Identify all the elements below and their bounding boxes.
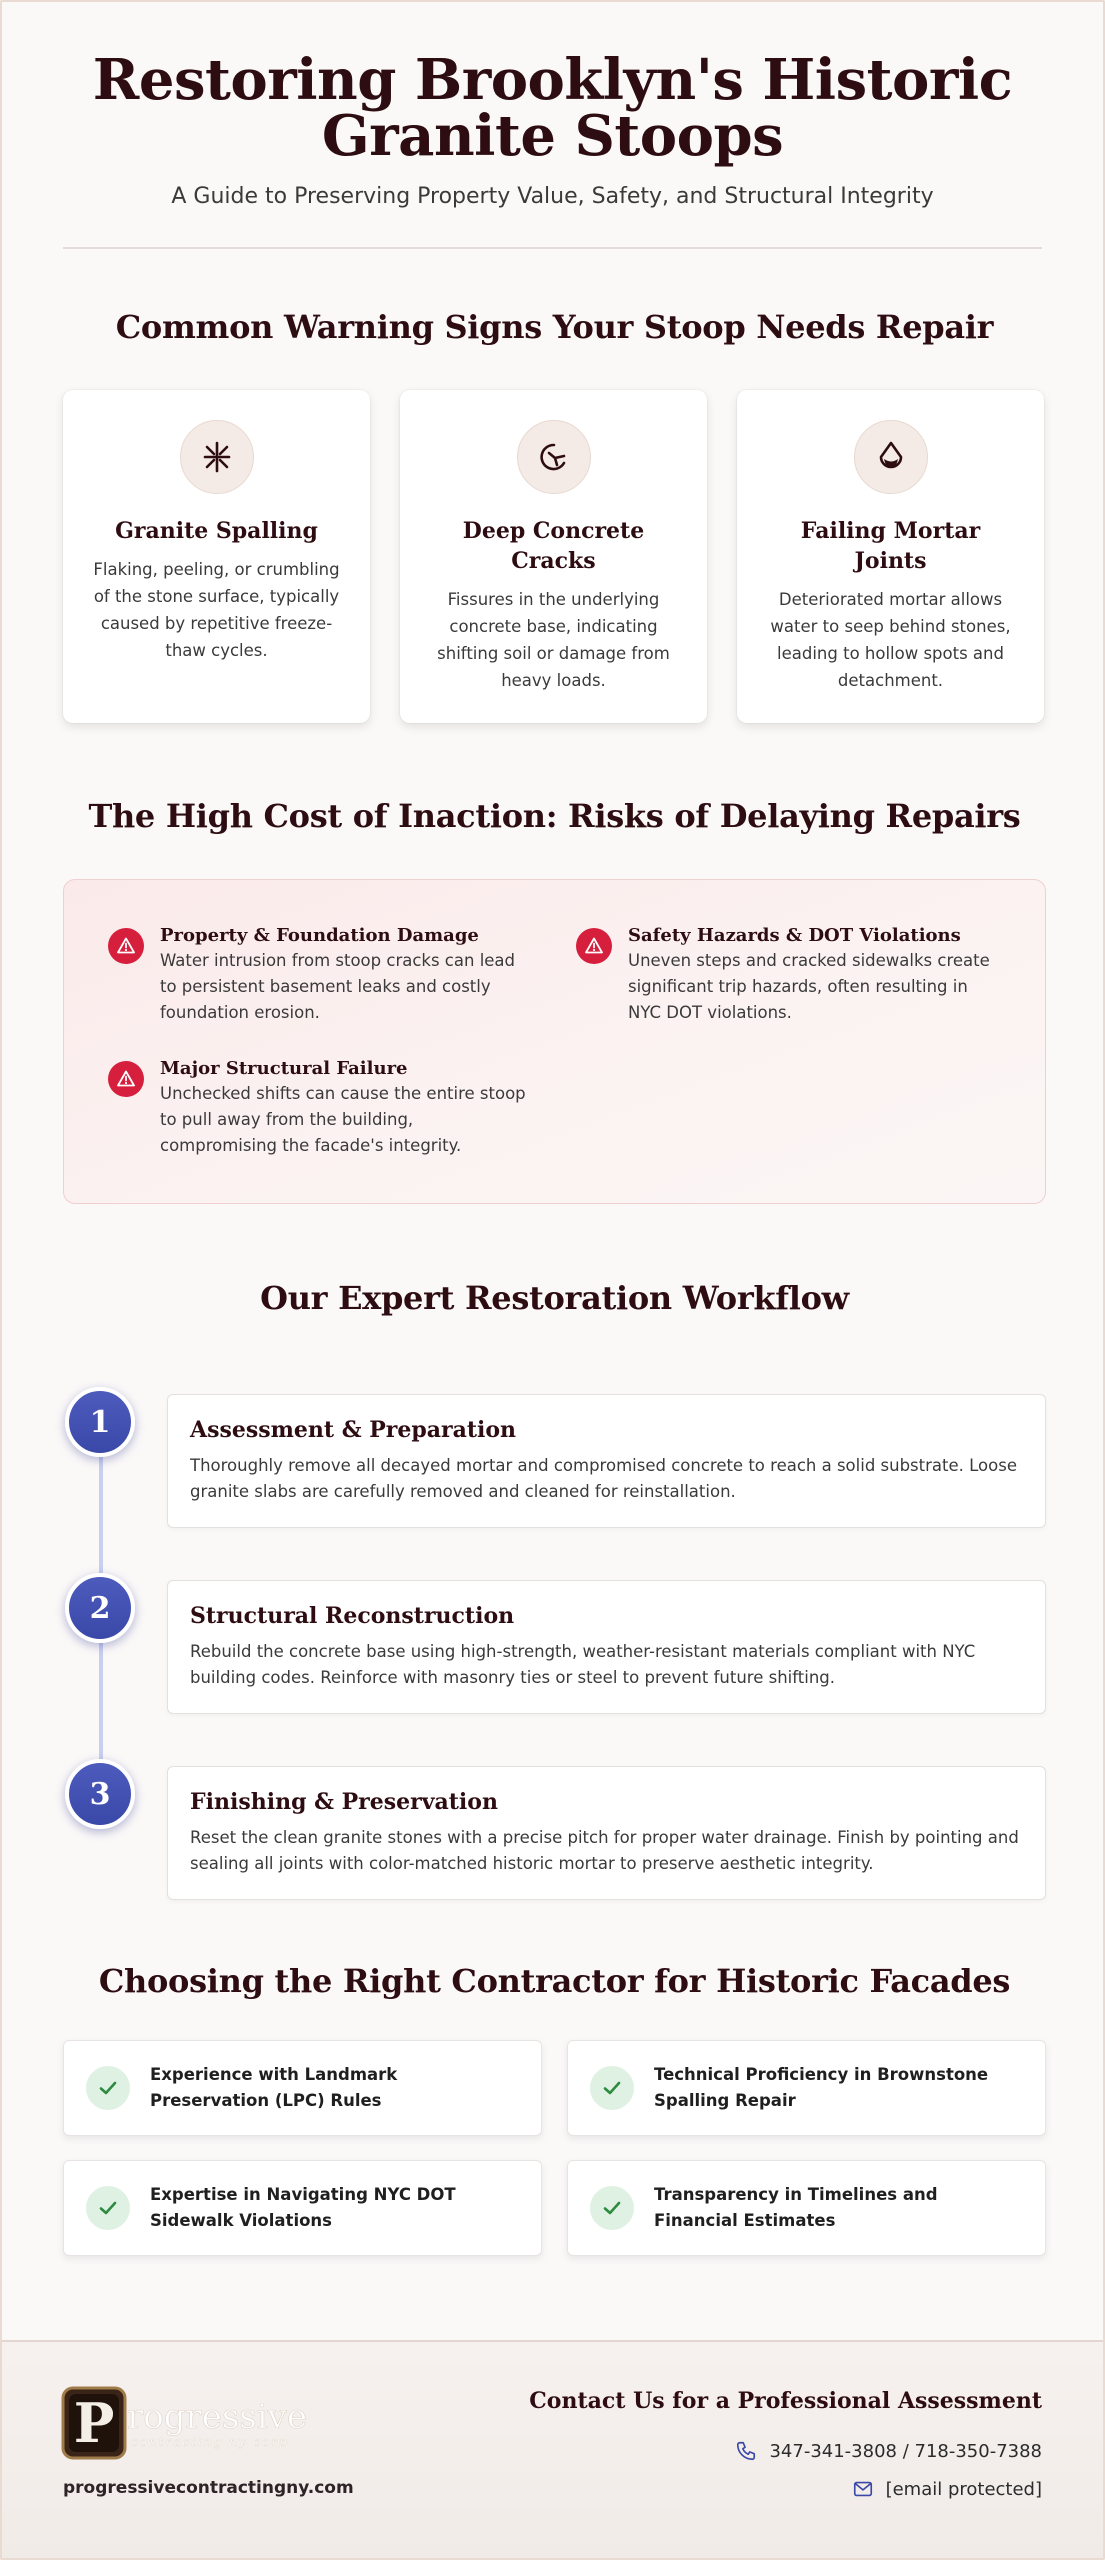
risk-item-safety <box>576 924 996 1026</box>
step-desc: Thoroughly remove all decayed mortar and compromised concrete to reach a solid substrate. Loose granite slabs are carefully removed and cleaned for reinstallation. <box>190 1456 1017 1501</box>
step-number: 2 <box>65 1573 135 1643</box>
criteria-text: Technical Proficiency in Brownstone Spalling Repair <box>654 2065 989 2110</box>
step-number: 1 <box>65 1387 135 1457</box>
criteria-text: Experience with Landmark Preservation (LPC) Rules <box>150 2065 398 2110</box>
page-title-line1: Restoring Brooklyn's Historic <box>92 47 1013 113</box>
workflow-step <box>63 1387 1046 1521</box>
page-title <box>63 47 1042 169</box>
email-address[interactable]: [email protected] <box>885 2478 1042 2500</box>
mail-icon <box>852 2478 874 2500</box>
checkmark-icon <box>590 2066 634 2110</box>
warning-card-mortar <box>737 390 1044 723</box>
criteria-item <box>567 2160 1046 2256</box>
step-card <box>167 1394 1046 1528</box>
snowflake-icon <box>180 420 254 494</box>
company-logo[interactable] <box>61 2386 321 2464</box>
risk-desc: Unchecked shifts can cause the entire stoop to pull away from the building, compromising the facade's integrity. <box>160 1084 526 1155</box>
logo-letter: P <box>73 2391 115 2455</box>
risks-section <box>63 797 1046 1204</box>
risk-title: Property & Foundation Damage <box>160 925 479 946</box>
criteria-item <box>567 2040 1046 2136</box>
risk-text <box>628 924 996 1026</box>
warning-triangle-icon <box>108 1061 144 1097</box>
warning-triangle-icon <box>576 928 612 964</box>
step-title: Finishing & Preservation <box>190 1789 498 1815</box>
crack-icon <box>517 420 591 494</box>
workflow-step <box>63 1759 1046 1893</box>
step-desc: Rebuild the concrete base using high-strength, weather-resistant materials compliant with NYC building codes. Reinforce with masonry ties or steel to prevent future shifting. <box>190 1642 976 1687</box>
phone-numbers[interactable]: 347-341-3808 / 718-350-7388 <box>769 2440 1042 2462</box>
risk-text <box>160 1057 528 1159</box>
page-title-line2: Granite Stoops <box>321 103 784 169</box>
warning-card-title: Failing Mortar Joints <box>800 518 981 574</box>
workflow-section <box>63 1279 1046 1873</box>
risks-box <box>63 879 1046 1204</box>
risk-text <box>160 924 528 1026</box>
logo-tagline: contracting ny corp <box>131 2435 289 2449</box>
warning-signs-section <box>63 308 1046 723</box>
contractor-criteria-grid <box>63 2040 1046 2256</box>
workflow-title: Our Expert Restoration Workflow <box>260 1279 849 1317</box>
warning-cards <box>63 390 1046 723</box>
step-card <box>167 1766 1046 1900</box>
warning-triangle-icon <box>108 928 144 964</box>
warning-card-title: Deep Concrete Cracks <box>462 518 645 574</box>
risk-title: Major Structural Failure <box>160 1058 408 1079</box>
header-divider <box>63 247 1042 249</box>
warning-card-desc: Flaking, peeling, or crumbling of the stone surface, typically caused by repetitive freeze-thaw cycles. <box>93 560 340 660</box>
risk-item-structural <box>108 1057 528 1159</box>
risk-item-property <box>108 924 528 1026</box>
phone-line[interactable] <box>735 2440 1042 2462</box>
risk-desc: Water intrusion from stoop cracks can lead to persistent basement leaks and costly foundation erosion. <box>160 951 516 1022</box>
warning-card-desc: Deteriorated mortar allows water to seep behind stones, leading to hollow spots and detachment. <box>770 590 1011 690</box>
risk-desc: Uneven steps and cracked sidewalks create significant trip hazards, often resulting in NYC DOT violations. <box>628 951 990 1022</box>
checkmark-icon <box>590 2186 634 2230</box>
step-title: Structural Reconstruction <box>190 1603 515 1629</box>
criteria-item <box>63 2160 542 2256</box>
phone-icon <box>735 2440 757 2462</box>
page-subtitle: A Guide to Preserving Property Value, Safety, and Structural Integrity <box>171 184 934 209</box>
warning-card-desc: Fissures in the underlying concrete base, indicating shifting soil or damage from heavy loads. <box>437 590 670 690</box>
logo-wordmark: rogressive <box>127 2397 307 2437</box>
step-card <box>167 1580 1046 1714</box>
page-footer <box>2 2340 1103 2558</box>
email-line[interactable] <box>852 2478 1042 2500</box>
checkmark-icon <box>86 2186 130 2230</box>
checkmark-icon <box>86 2066 130 2110</box>
criteria-text: Transparency in Timelines and Financial Estimates <box>654 2185 938 2230</box>
criteria-item <box>63 2040 542 2136</box>
step-title: Assessment & Preparation <box>190 1417 517 1443</box>
warning-card-cracks <box>400 390 707 723</box>
page-header <box>2 2 1103 209</box>
contractor-title: Choosing the Right Contractor for Historic Facades <box>98 1962 1011 2000</box>
risks-title: The High Cost of Inaction: Risks of Delaying Repairs <box>88 797 1021 835</box>
warning-card-title: Granite Spalling <box>115 518 318 544</box>
warning-card-spalling <box>63 390 370 723</box>
warning-signs-title: Common Warning Signs Your Stoop Needs Repair <box>115 308 994 346</box>
workflow-step <box>63 1573 1046 1707</box>
step-desc: Reset the clean granite stones with a precise pitch for proper water drainage. Finish by pointing and sealing all joints with color-matched historic mortar to preserve aesthetic integrity. <box>190 1828 1019 1873</box>
contact-title: Contact Us for a Professional Assessment <box>529 2388 1042 2414</box>
website-link[interactable]: progressivecontractingny.com <box>63 2478 354 2498</box>
risk-title: Safety Hazards & DOT Violations <box>628 925 961 946</box>
criteria-text: Expertise in Navigating NYC DOT Sidewalk Violations <box>150 2185 456 2230</box>
contractor-section <box>63 1962 1046 2256</box>
step-number: 3 <box>65 1759 135 1829</box>
water-drop-icon <box>854 420 928 494</box>
